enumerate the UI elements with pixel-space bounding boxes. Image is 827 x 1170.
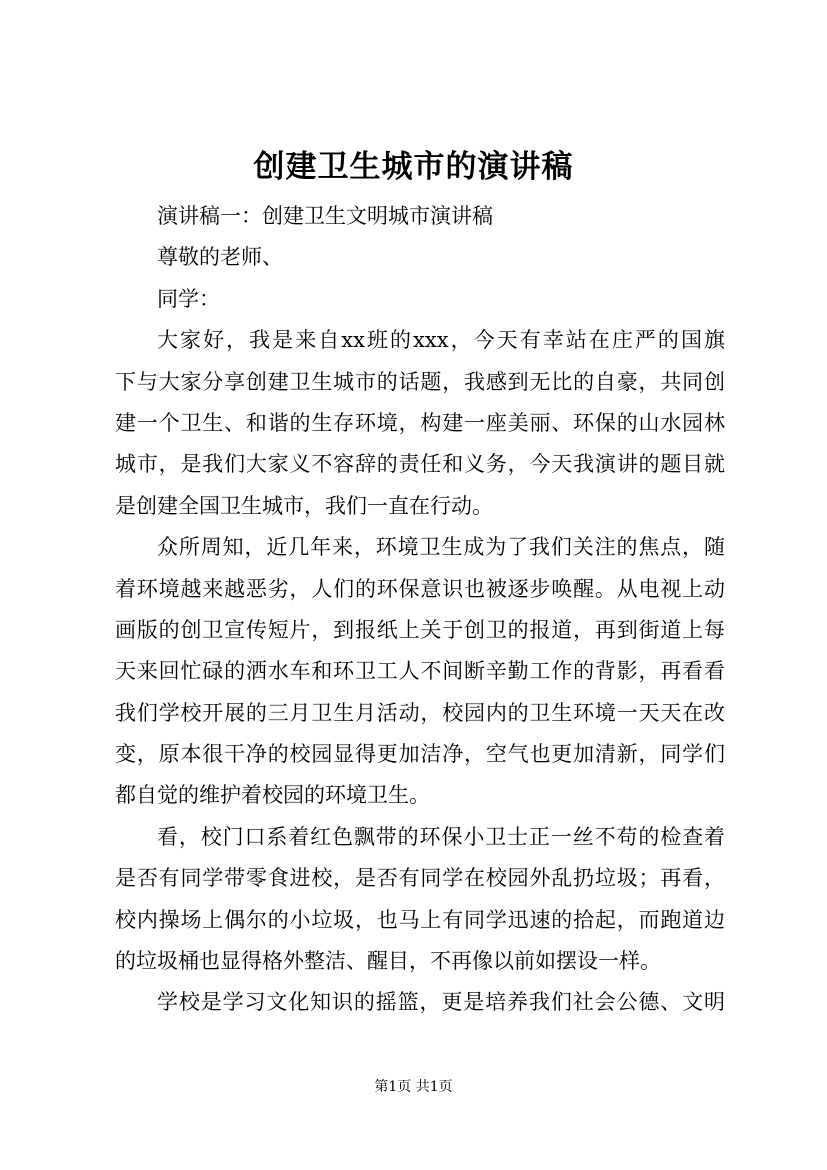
paragraph-line: 画版的创卫宣传短片，到报纸上关于创卫的报道，再到街道上每 (115, 617, 725, 642)
document-title: 创建卫生城市的演讲稿 (253, 149, 574, 185)
paragraph-line: 建一个卫生、和谐的生存环境，构建一座美丽、环保的山水园林 (115, 410, 725, 435)
paragraph-line: 下与大家分享创建卫生城市的话题，我感到无比的自豪，共同创 (115, 369, 725, 394)
paragraph-line: 都自觉的维护着校园的环境卫生。 (115, 783, 430, 808)
paragraph-line: 学校是学习文化知识的摇篮，更是培养我们社会公德、文明 (157, 990, 725, 1015)
paragraph-line: 是否有同学带零食进校，是否有同学在校园外乱扔垃圾；再看， (115, 866, 725, 891)
paragraph-line: 城市，是我们大家义不容辞的责任和义务，今天我演讲的题目就 (115, 452, 725, 477)
paragraph-line: 的垃圾桶也显得格外整洁、醒目，不再像以前如摆设一样。 (115, 949, 661, 974)
paragraph-line: 校内操场上偶尔的小垃圾，也马上有同学迅速的拾起，而跑道边 (115, 907, 725, 932)
paragraph-line: 是创建全国卫生城市，我们一直在行动。 (115, 493, 493, 518)
paragraph-line: 大家好，我是来自xx班的xxx，今天有幸站在庄严的国旗 (157, 328, 725, 353)
salutation-line: 同学： (157, 286, 220, 311)
salutation-line: 尊敬的老师、 (157, 245, 283, 270)
document-body (115, 196, 725, 1024)
page-number-footer: 第1页 共1页 (374, 1079, 453, 1095)
paragraph-line: 变，原本很干净的校园显得更加洁净，空气也更加清新，同学们 (115, 742, 725, 767)
paragraph-line: 天来回忙碌的洒水车和环卫工人不间断辛勤工作的背影，再看看 (115, 659, 725, 684)
paragraph-line: 着环境越来越恶劣，人们的环保意识也被逐步唤醒。从电视上动 (115, 576, 725, 601)
paragraph-line: 众所周知，近几年来，环境卫生成为了我们关注的焦点，随 (157, 535, 725, 560)
paragraph-line: 看，校门口系着红色飘带的环保小卫士正一丝不苟的检查着 (157, 824, 725, 849)
paragraph-line: 我们学校开展的三月卫生月活动，校园内的卫生环境一天天在改 (115, 700, 725, 725)
subtitle-line: 演讲稿一：创建卫生文明城市演讲稿 (157, 204, 493, 228)
